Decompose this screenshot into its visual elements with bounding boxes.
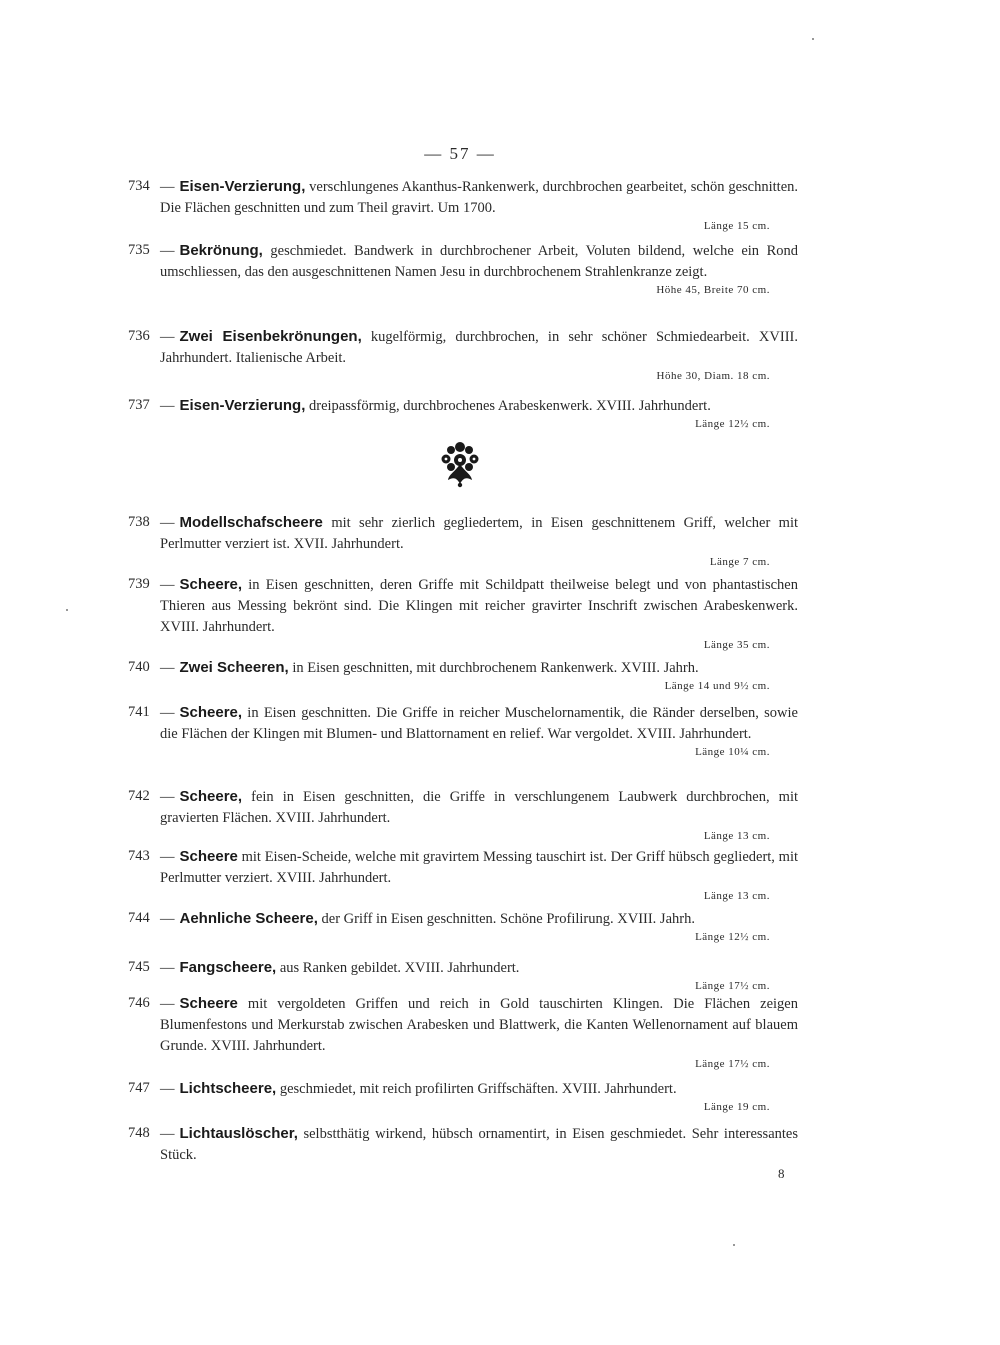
entry-measurement: Länge 15 cm. xyxy=(703,220,770,232)
entry-text: aus Ranken gebildet. XVIII. Jahrhundert. xyxy=(279,960,520,976)
entry-number: 742 xyxy=(128,788,150,804)
page-number: — 57 — xyxy=(424,144,496,163)
catalogue-entry xyxy=(128,1078,798,1114)
catalogue-entry xyxy=(128,574,798,652)
entry-text: dreipassförmig, durchbrochenes Arabeskenwerk. XVIII. Jahrhundert. xyxy=(309,398,711,414)
entry-dash: — xyxy=(160,705,175,721)
catalogue-entry xyxy=(128,702,798,759)
entry-measurement: Länge 14 und 9½ cm. xyxy=(664,680,770,692)
catalogue-entry xyxy=(128,326,798,383)
entry-measurement: Länge 17½ cm. xyxy=(695,1058,770,1070)
entry-description xyxy=(160,1078,798,1100)
entry-measurement: Höhe 45, Breite 70 cm. xyxy=(656,284,770,296)
entry-dash: — xyxy=(160,660,175,676)
entry-measurement: Länge 12½ cm. xyxy=(695,931,770,943)
entry-number: 747 xyxy=(128,1080,150,1096)
entry-text: mit vergoldeten Griffen und reich in Gold tauschirten Klingen. Die Flächen zeigen Blumenfestons und Merkurstab zwischen Arabesken und Blattwerk, die Kanten Wellenornament auf blauem Grunde. XVIII. Jahrhundert. xyxy=(160,996,798,1054)
entry-text: fein in Eisen geschnitten, die Griffe in verschlungenem Laubwerk durchbrochen, mit gravierten Flächen. XVIII. Jahrhundert. xyxy=(160,789,799,826)
entry-dash: — xyxy=(160,1126,175,1142)
entry-number: 738 xyxy=(128,514,150,530)
scan-speck xyxy=(66,609,68,611)
catalogue-entry xyxy=(128,657,798,693)
entry-text: mit Eisen-Scheide, welche mit gravirtem Messing tauschirt ist. Der Griff hübsch gegliedert, mit Perlmutter verziert. XVIII. Jahrhundert. xyxy=(160,849,799,886)
entry-text: in Eisen geschnitten, deren Griffe mit Schildpatt theilweise belegt und von phantastischen Thieren aus Messing bekrönt sind. Die Klingen mit reicher gravirter Inschrift zwischen Arabeskenwerk. XVIII. Jahrhundert. xyxy=(160,577,798,635)
entry-number: 748 xyxy=(128,1125,150,1141)
entry-description xyxy=(160,957,798,979)
entry-dash: — xyxy=(160,960,175,976)
entry-dash: — xyxy=(160,515,175,531)
entry-description xyxy=(160,702,798,745)
scan-speck xyxy=(733,1244,735,1246)
entry-measurement: Länge 7 cm. xyxy=(709,556,770,568)
entry-text: mit sehr zierlich gegliedertem, in Eisen geschnittenem Griff, welcher mit Perlmutter verziert ist. XVII. Jahrhundert. xyxy=(160,515,799,552)
catalogue-entry xyxy=(128,846,798,903)
catalogue-entry xyxy=(128,176,798,233)
entry-description xyxy=(160,1123,798,1166)
catalogue-entry xyxy=(128,1123,798,1166)
catalogue-entry xyxy=(128,512,798,569)
entry-dash: — xyxy=(160,577,175,593)
entry-measurement: Länge 13 cm. xyxy=(703,890,770,902)
entry-description xyxy=(160,395,798,417)
entry-title: Scheere, xyxy=(179,788,243,805)
entry-description xyxy=(160,326,798,369)
catalogue-entry xyxy=(128,957,798,993)
catalogue-entry xyxy=(128,908,798,944)
entry-text: kugelförmig, durchbrochen, in sehr schöner Schmiedearbeit. XVIII. Jahrhundert. Italienische Arbeit. xyxy=(160,329,798,366)
entry-title: Zwei Scheeren, xyxy=(179,659,289,676)
entry-number: 734 xyxy=(128,178,150,194)
catalogue-entry xyxy=(128,395,798,431)
entry-dash: — xyxy=(160,398,175,414)
catalogue-entry xyxy=(128,240,798,297)
entry-title: Scheere, xyxy=(179,576,243,593)
entry-dash: — xyxy=(160,849,175,865)
entry-title: Zwei Eisenbekrönungen, xyxy=(179,328,362,345)
fleuron-ornament-icon xyxy=(437,440,483,488)
entry-number: 745 xyxy=(128,959,150,975)
entry-title: Scheere, xyxy=(179,704,243,721)
entry-number: 735 xyxy=(128,242,150,258)
entry-dash: — xyxy=(160,911,175,927)
entry-number: 743 xyxy=(128,848,150,864)
entry-number: 746 xyxy=(128,995,150,1011)
entry-description xyxy=(160,908,798,930)
entry-measurement: Höhe 30, Diam. 18 cm. xyxy=(656,370,770,382)
entry-description xyxy=(160,657,798,679)
entry-measurement: Länge 13 cm. xyxy=(703,830,770,842)
entry-title: Eisen-Verzierung, xyxy=(179,397,306,414)
entry-measurement: Länge 12½ cm. xyxy=(695,418,770,430)
entry-number: 739 xyxy=(128,576,150,592)
entry-text: verschlungenes Akanthus-Rankenwerk, durchbrochen gearbeitet, schön geschnitten. Die Flächen geschnitten und zum Theil gravirt. Um 1700. xyxy=(160,179,799,216)
entry-description xyxy=(160,993,798,1057)
entry-description xyxy=(160,240,798,283)
entry-title: Eisen-Verzierung, xyxy=(179,178,306,195)
entry-dash: — xyxy=(160,329,175,345)
entry-text: in Eisen geschnitten. Die Griffe in reicher Muschelornamentik, die Ränder derselben, sowie die Flächen der Klingen mit Blumen- und Blattornament en relief. War vergoldet. XVIII. Jahrhundert. xyxy=(160,705,798,742)
entry-number: 740 xyxy=(128,659,150,675)
entry-text: in Eisen geschnitten, mit durchbrochenem Rankenwerk. XVIII. Jahrh. xyxy=(292,660,699,676)
entry-measurement: Länge 19 cm. xyxy=(703,1101,770,1113)
entry-description xyxy=(160,512,798,555)
scan-speck xyxy=(812,38,814,40)
entry-title: Scheere xyxy=(179,995,238,1012)
catalogue-entry xyxy=(128,993,798,1071)
entry-title: Aehnliche Scheere, xyxy=(179,910,318,927)
entry-dash: — xyxy=(160,996,175,1012)
entry-description xyxy=(160,786,798,829)
entry-description xyxy=(160,176,798,219)
entry-description xyxy=(160,574,798,638)
entry-text: geschmiedet, mit reich profilirten Griffschäften. XVIII. Jahrhundert. xyxy=(279,1081,677,1097)
entry-text: der Griff in Eisen geschnitten. Schöne Profilirung. XVIII. Jahrh. xyxy=(321,911,695,927)
entry-title: Bekrönung, xyxy=(179,242,263,259)
entry-number: 741 xyxy=(128,704,150,720)
entry-dash: — xyxy=(160,179,175,195)
entry-title: Lichtscheere, xyxy=(179,1080,277,1097)
entry-number: 736 xyxy=(128,328,150,344)
catalogue-entry xyxy=(128,786,798,843)
entry-measurement: Länge 10¼ cm. xyxy=(695,746,770,758)
entry-title: Modellschafscheere xyxy=(179,514,323,531)
entry-measurement: Länge 35 cm. xyxy=(703,639,770,651)
entry-text: geschmiedet. Bandwerk in durchbrochener Arbeit, Voluten bildend, welche ein Rond umschliessen, das den ausgeschnittenen Namen Jesu in durchbrochenem Strahlenkranze zeigt. xyxy=(160,243,798,280)
entry-dash: — xyxy=(160,243,175,259)
entry-dash: — xyxy=(160,789,175,805)
entry-number: 744 xyxy=(128,910,150,926)
entry-title: Fangscheere, xyxy=(179,959,277,976)
entry-measurement: Länge 17½ cm. xyxy=(695,980,770,992)
entry-title: Lichtauslöscher, xyxy=(179,1125,298,1142)
entry-text: selbstthätig wirkend, hübsch ornamentirt, in Eisen geschmiedet. Sehr interessantes Stück. xyxy=(160,1126,798,1163)
entry-description xyxy=(160,846,798,889)
entry-number: 737 xyxy=(128,397,150,413)
signature-mark: 8 xyxy=(778,1166,785,1181)
entry-title: Scheere xyxy=(179,848,238,865)
entry-dash: — xyxy=(160,1081,175,1097)
